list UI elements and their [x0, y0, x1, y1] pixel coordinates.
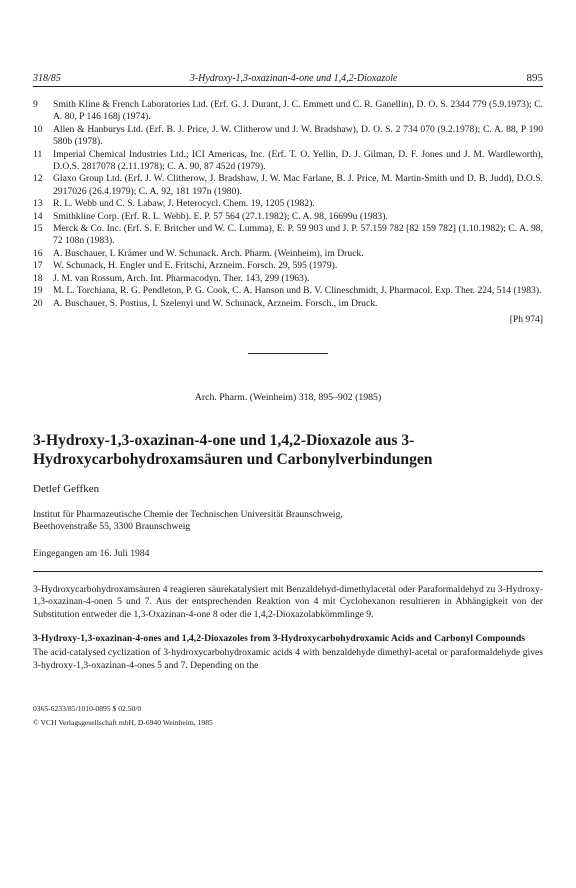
author-name: Detlef Geffken: [33, 482, 100, 495]
abstract-english: The acid-catalysed cyclization of 3-hydroxycarbohydroxamic acids 4 with benzaldehyde dimethyl-acetal or paraformaldehyde gives 3-hydroxy-1,3-oxazinan-4-ones 5 and 7. Depending on the: [33, 647, 543, 671]
reference-text: W. Schunack, H. Engler und E. Fritschi, Arzneim. Forsch. 29, 595 (1979).: [53, 260, 338, 272]
reference-text: A. Buschauer, I. Krämer und W. Schunack. Arch. Pharm. (Weinheim), im Druck.: [53, 247, 364, 259]
header-title: 3-Hydroxy-1,3-oxazinan-4-one und 1,4,2-Dioxazole: [189, 73, 398, 84]
page-number: 895: [526, 72, 543, 84]
english-title: 3-Hydroxy-1,3-oxazinan-4-ones and 1,4,2-Dioxazoles from 3-Hydroxycarbohydroxamic Acids and Carbonyl Compounds: [33, 632, 526, 644]
reference-text: J. M. van Rossum, Arch. Int. Pharmacodyn. Ther. 143, 299 (1963).: [53, 272, 310, 284]
page: [33, 72, 543, 730]
reference-text: Imperial Chemical Industries Ltd.; ICI Americas, Inc. (Erf. T. O. Yellin, D. J. Gilman, D. F. Jones und J. M. Wardleworth), D.O.S. 2817078 (2.11.1978); C. A. 90, 87 452d (1979).: [53, 148, 543, 173]
reference-item: [33, 248, 543, 260]
reference-item: [33, 260, 543, 272]
reference-number: 11: [33, 148, 43, 160]
section-divider: [248, 353, 328, 354]
reference-item: [33, 99, 543, 124]
reference-item: [33, 298, 543, 310]
reference-number: 17: [33, 260, 43, 272]
reference-text: Merck & Co. Inc. (Erf. S. F. Britcher und W. C. Lumma), E. P. 59 903 und J. P. 57.159 782 [82 159 782] (1.10.1982); C. A. 98, 72 108n (1983).: [53, 223, 543, 247]
reference-item: [33, 198, 543, 210]
running-header: [33, 72, 543, 87]
affiliation-line: Institut für Pharmazeutische Chemie der Technischen Universität Braunschweig,: [33, 508, 343, 520]
reference-text: Smithkline Corp. (Erf. R. L. Webb). E. P. 57 564 (27.1.1982); C. A. 98, 16699u (1983).: [53, 210, 388, 222]
abstract-rule: [33, 571, 543, 572]
footer-code: 0365-6233/85/1010-0895 $ 02.50/0: [33, 704, 142, 714]
journal-citation: Arch. Pharm. (Weinheim) 318, 895–902 (1985): [194, 391, 382, 403]
reference-item: [33, 285, 543, 297]
reference-number: 14: [33, 210, 43, 222]
abstract-german: 3-Hydroxycarbohydroxamsäuren 4 reagieren säurekatalysiert mit Benzaldehyd-dimethylacetal oder Paraformaldehyd zu 3-Hydroxy-1,3-oxazinan-4-onen 5 und 7. Aus der entsprechenden Reaktion von 4 mit Cyclohexanon resultieren in Abhängigkeit von der Substitution entweder die 1,3-Oxazinan-4-one 8 oder die 1,4,2-Dioxazolabkömmlinge 9.: [33, 583, 543, 620]
reference-number: 13: [33, 198, 43, 210]
reference-number: 10: [33, 123, 43, 135]
reference-number: 16: [33, 247, 43, 259]
affiliation: [33, 509, 543, 534]
footer: [33, 702, 543, 730]
reference-number: 12: [33, 173, 43, 185]
reference-number: 20: [33, 297, 43, 309]
reference-number: 15: [33, 223, 43, 235]
reference-item: [33, 223, 543, 248]
article-title: 3-Hydroxy-1,3-oxazinan-4-one und 1,4,2-Dioxazole aus 3-Hydroxycarbohydroxamsäuren und Carbonylverbindungen: [33, 431, 433, 468]
reference-text: R. L. Webb und C. S. Labaw, J. Heterocycl. Chem. 19, 1205 (1982).: [53, 198, 315, 210]
reference-text: Smith Kline & French Laboratories Ltd. (Erf. G. J. Durant, J. C. Emmett und C. R. Ganellin), D. O. S. 2344 779 (5.9.1973); C. A. 80, P 146 168j (1974).: [53, 99, 543, 123]
footer-copyright: © VCH Verlagsgesellschaft mbH, D-6940 Weinheim, 1985: [33, 718, 213, 728]
reference-text: Glaxo Group Ltd. (Erf. J. W. Clitherow, J. Bradshaw, J. W. Mac Farlane, B. J. Price, M. Martin-Smith und D. B. Judd), D.O.S. 2917026 (26.4.1979); C. A. 92, 181 197n (1980).: [53, 173, 543, 197]
reference-text: M. L. Torchiana, R. G. Pendleton, P. G. Cook, C. A. Hanson und B. V. Clineschmidt, J. Pharmacol. Exp. Ther. 224, 514 (1983).: [53, 285, 542, 297]
header-volume: 318/85: [33, 73, 61, 84]
reference-text: Allen & Hanburys Ltd. (Erf. B. J. Price, J. W. Clitherow und J. W. Bradshaw), D. O. S. 2 734 070 (9.2.1978); C. A. 88, P 190 580b (1978).: [53, 123, 543, 148]
reference-item: [33, 149, 543, 174]
reference-item: [33, 124, 543, 149]
reference-number: 9: [33, 99, 38, 110]
reference-item: [33, 211, 543, 223]
manuscript-code: [Ph 974]: [509, 313, 543, 325]
reference-item: [33, 273, 543, 285]
reference-item: [33, 173, 543, 198]
affiliation-line: Beethovenstraße 55, 3300 Braunschweig: [33, 521, 191, 533]
reference-number: 19: [33, 285, 43, 297]
received-date: Eingegangen am 16. Juli 1984: [33, 547, 150, 559]
reference-text: A. Buschauer, S. Postius, I. Szelenyi und W. Schunack, Arzneim. Forsch., im Druck.: [53, 297, 378, 309]
reference-number: 18: [33, 272, 43, 284]
reference-list: [33, 99, 543, 310]
